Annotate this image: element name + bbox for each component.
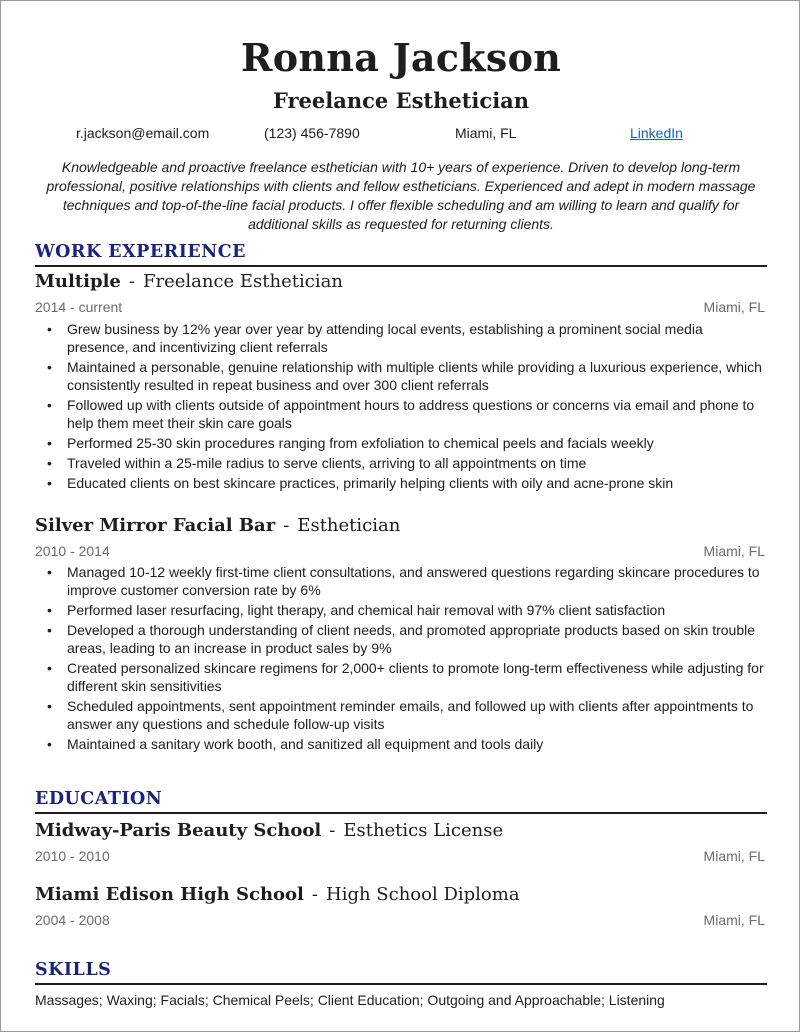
work-entry-title <box>35 515 400 536</box>
job-role: Freelance Esthetician <box>142 271 343 292</box>
list-item: • Followed up with clients outside of appointment hours to address questions or concerns via email and phone to help them meet their skin care goals <box>67 396 767 432</box>
list-item: • Created personalized skincare regimens for 2,000+ clients to promote long-term effectiveness while adjusting for different skin sensitivities <box>67 659 767 695</box>
contact-location: Miami, FL <box>455 125 517 141</box>
contact-email: r.jackson@email.com <box>76 125 210 141</box>
section-heading-skills: SKILLS <box>35 960 767 985</box>
candidate-title: Freelance Esthetician <box>272 88 530 113</box>
section-heading-education: EDUCATION <box>35 789 767 814</box>
linkedin-link[interactable]: LinkedIn <box>630 125 683 141</box>
candidate-name: Ronna Jackson <box>240 35 562 80</box>
education-dates: 2010 - 2010 <box>35 848 110 864</box>
list-item: • Grew business by 12% year over year by attending local events, establishing a prominent social media presence, and incentivizing client referrals <box>67 320 767 356</box>
professional-summary: Knowledgeable and proactive freelance esthetician with 10+ years of experience. Driven to develop long-term professional, positive relationships with clients and fellow estheticians. Experienced and adept in modern massage techniques and top-of-the-line facial products. I offer flexible scheduling and am willing to learn and qualify for additional skills as requested for returning clients. <box>46 159 756 232</box>
degree: High School Diploma <box>326 884 520 905</box>
title-separator: - <box>283 515 290 536</box>
work-bullets <box>67 563 767 755</box>
work-dates: 2014 - current <box>35 299 123 315</box>
education-location: Miami, FL <box>703 912 765 928</box>
work-dates: 2010 - 2014 <box>35 543 110 559</box>
school-name: Miami Edison High School <box>35 884 304 905</box>
title-separator: - <box>128 271 135 292</box>
job-role: Esthetician <box>297 515 401 536</box>
school-name: Midway-Paris Beauty School <box>35 820 322 841</box>
education-entry-title <box>35 884 520 905</box>
work-location: Miami, FL <box>703 299 765 315</box>
list-item: • Maintained a sanitary work booth, and sanitized all equipment and tools daily <box>67 735 767 753</box>
work-bullets <box>67 320 767 494</box>
title-separator: - <box>311 884 318 905</box>
list-item: • Managed 10-12 weekly first-time client consultations, and answered questions regarding skincare procedures to improve customer conversion rate by 6% <box>67 563 767 599</box>
list-item: • Traveled within a 25-mile radius to serve clients, arriving to all appointments on time <box>67 454 767 472</box>
work-location: Miami, FL <box>703 543 765 559</box>
list-item: • Scheduled appointments, sent appointment reminder emails, and followed up with clients after appointments to answer any questions and schedule follow-up visits <box>67 697 767 733</box>
list-item: • Educated clients on best skincare practices, primarily helping clients with oily and acne-prone skin <box>67 474 767 492</box>
section-heading-work: WORK EXPERIENCE <box>35 242 767 267</box>
skills-list: Massages; Waxing; Facials; Chemical Peels; Client Education; Outgoing and Approachable; Listening <box>35 992 665 1008</box>
list-item: • Developed a thorough understanding of client needs, and promoted appropriate products based on skin trouble areas, leading to an increase in product sales by 9% <box>67 621 767 657</box>
work-entry-title <box>35 271 343 292</box>
title-separator: - <box>329 820 336 841</box>
list-item: • Maintained a personable, genuine relationship with multiple clients while providing a luxurious experience, which consistently resulted in repeat business and over 300 client referrals <box>67 358 767 394</box>
education-entry-title <box>35 820 503 841</box>
education-location: Miami, FL <box>703 848 765 864</box>
degree: Esthetics License <box>343 820 504 841</box>
education-dates: 2004 - 2008 <box>35 912 110 928</box>
list-item: • Performed 25-30 skin procedures ranging from exfoliation to chemical peels and facials weekly <box>67 434 767 452</box>
employer-name: Silver Mirror Facial Bar <box>35 515 276 536</box>
list-item: • Performed laser resurfacing, light therapy, and chemical hair removal with 97% client satisfaction <box>67 601 767 619</box>
contact-phone: (123) 456-7890 <box>264 125 360 141</box>
employer-name: Multiple <box>35 271 121 292</box>
